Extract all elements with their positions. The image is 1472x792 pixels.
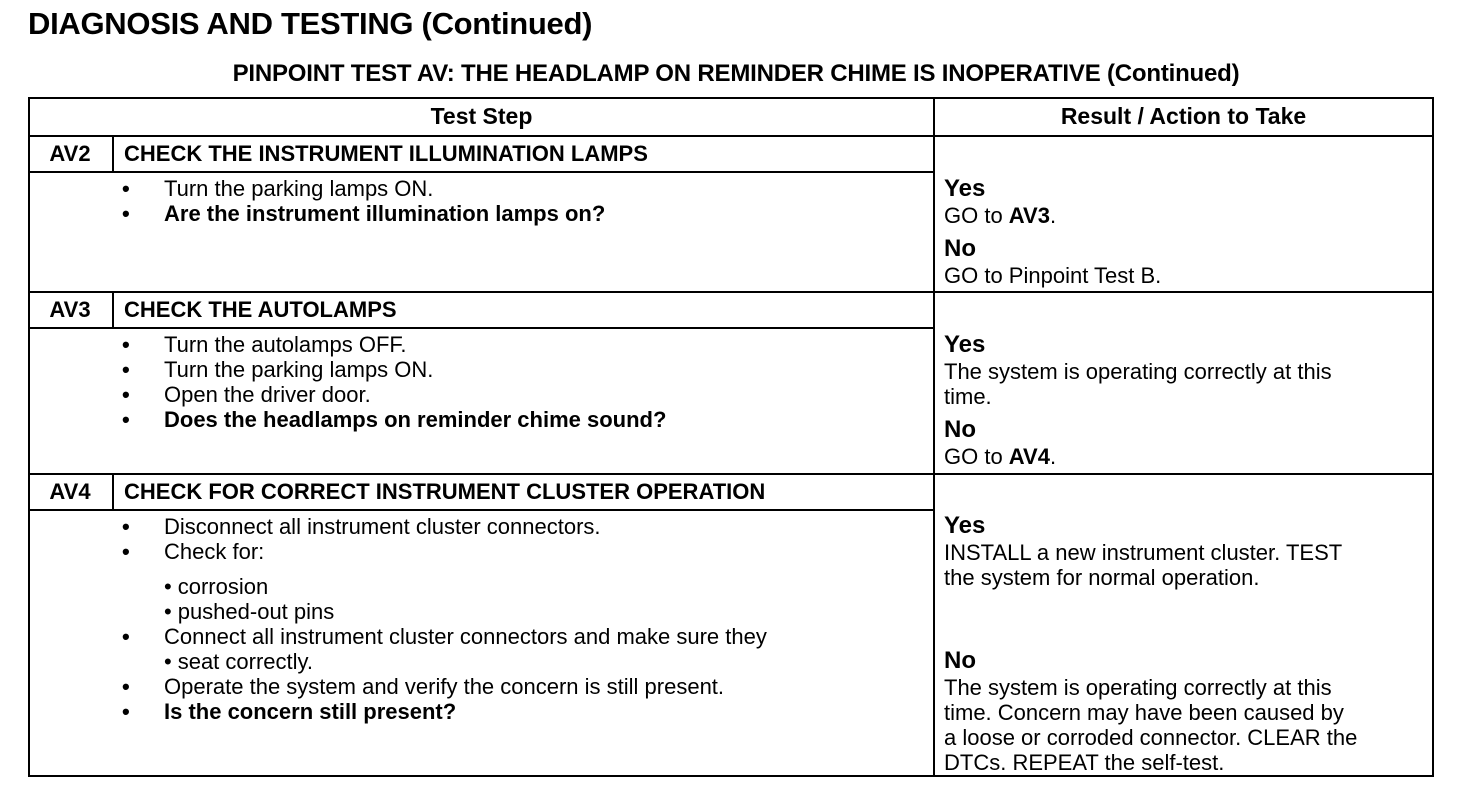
av3-instructions — [122, 332, 922, 432]
page-title: DIAGNOSIS AND TESTING (Continued) — [28, 6, 593, 41]
sub-list-item: • corrosion — [122, 574, 922, 599]
av3-title-divider — [30, 327, 934, 329]
no-action: GO to AV4. — [944, 444, 1057, 469]
list-item: • Are the instrument illumination lamps on? — [122, 201, 922, 226]
av3-id-divider — [112, 293, 114, 328]
av2-id-divider — [112, 137, 114, 172]
yes-label: Yes — [944, 331, 986, 358]
list-item: • Check for: — [122, 539, 922, 564]
list-item: • Turn the parking lamps ON. — [122, 357, 922, 382]
no-action: time. Concern may have been caused by — [944, 700, 1344, 725]
sub-list-item: • pushed-out pins — [122, 599, 922, 624]
header-test-step: Test Step — [430, 103, 533, 129]
no-label: No — [944, 235, 976, 262]
step-id-av3: AV3 — [49, 297, 91, 322]
av4-title-divider — [30, 509, 934, 511]
yes-action: The system is operating correctly at this — [944, 359, 1332, 384]
av2-instructions — [122, 176, 922, 226]
av3-result — [944, 331, 1434, 469]
av4-row-divider — [30, 473, 1432, 475]
pinpoint-test-subtitle: PINPOINT TEST AV: THE HEADLAMP ON REMINDER CHIME IS INOPERATIVE (Continued) — [232, 60, 1240, 87]
av2-result — [944, 175, 1434, 288]
av3-row-divider — [30, 291, 1432, 293]
step-title-av2: CHECK THE INSTRUMENT ILLUMINATION LAMPS — [124, 141, 648, 166]
test-table — [28, 97, 1434, 777]
step-id-av2: AV2 — [49, 141, 91, 166]
step-id-av4: AV4 — [49, 479, 91, 504]
no-action: DTCs. REPEAT the self-test. — [944, 750, 1225, 775]
list-item: • Open the driver door. — [122, 382, 922, 407]
list-item: • Turn the parking lamps ON. — [122, 176, 922, 201]
list-item: • Connect all instrument cluster connectors and make sure they — [122, 624, 922, 649]
yes-label: Yes — [944, 175, 986, 202]
header-result-action: Result / Action to Take — [1060, 103, 1307, 129]
av2-title-divider — [30, 171, 934, 173]
yes-label: Yes — [944, 512, 986, 539]
yes-action: time. — [944, 384, 992, 409]
yes-action: INSTALL a new instrument cluster. TEST — [944, 540, 1343, 565]
av4-id-divider — [112, 475, 114, 510]
list-item-continuation: • seat correctly. — [122, 649, 922, 674]
no-label: No — [944, 647, 976, 674]
list-item: • Turn the autolamps OFF. — [122, 332, 922, 357]
no-action: a loose or corroded connector. CLEAR the — [944, 725, 1358, 750]
list-item: • Does the headlamps on reminder chime sound? — [122, 407, 922, 432]
step-title-av3: CHECK THE AUTOLAMPS — [124, 297, 397, 322]
list-item: • Operate the system and verify the concern is still present. — [122, 674, 922, 699]
step-title-av4: CHECK FOR CORRECT INSTRUMENT CLUSTER OPERATION — [124, 479, 766, 504]
no-action: The system is operating correctly at this — [944, 675, 1332, 700]
no-label: No — [944, 416, 976, 443]
list-item: • Is the concern still present? — [122, 699, 922, 724]
column-divider — [933, 99, 935, 775]
list-item: • Disconnect all instrument cluster connectors. — [122, 514, 922, 539]
av4-result — [944, 512, 1434, 775]
yes-action: the system for normal operation. — [944, 565, 1260, 590]
yes-action: GO to AV3. — [944, 203, 1057, 228]
no-action: GO to Pinpoint Test B. — [944, 263, 1162, 288]
header-divider — [30, 135, 1432, 137]
av4-instructions — [122, 514, 922, 724]
